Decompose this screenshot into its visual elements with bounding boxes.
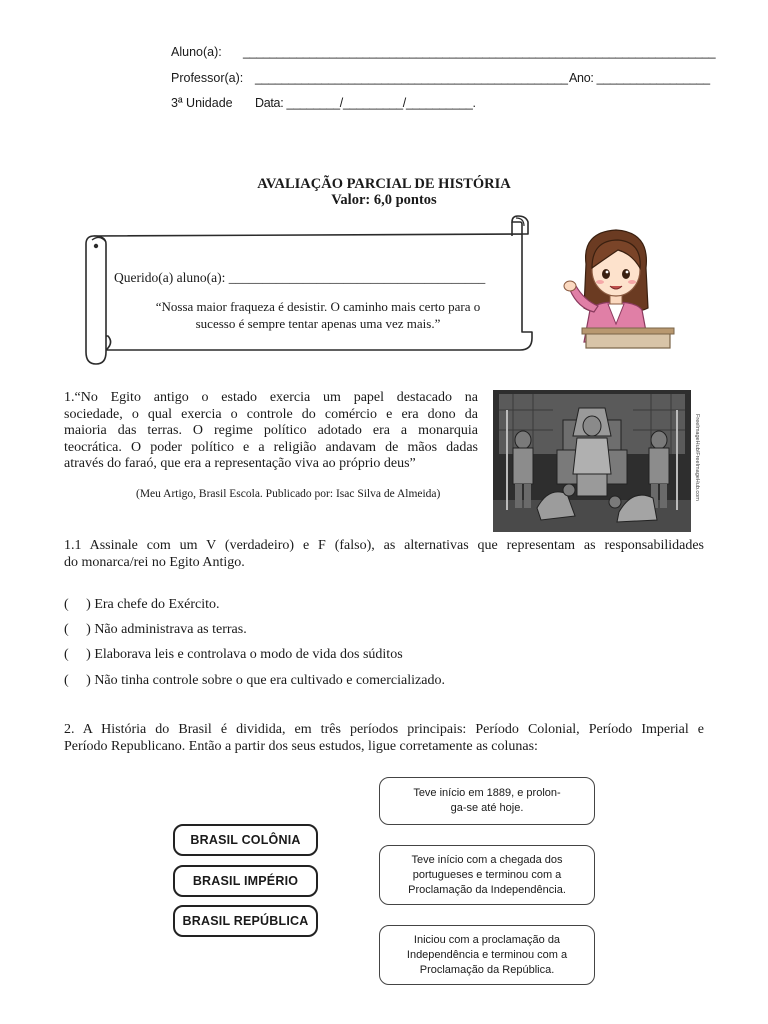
option-2[interactable]: ( ) Não administrava as terras. [64,622,247,637]
question-1-line: sociedade, o qual exercia o controle do comércio e era dono da [64,406,478,422]
description-box-1[interactable] [379,777,595,825]
description-line: portugueses e terminou com a [412,868,562,881]
unidade-label: 3ª Unidade [171,96,233,110]
question-1-line: maioria das terras. O regime político adotado era a monarquia [64,423,478,438]
question-1-source: (Meu Artigo, Brasil Escola. Publicado por: Isac Silva de Almeida) [136,488,441,500]
ano-field[interactable]: Ano: _________________ [569,71,710,85]
question-1-text [64,390,478,473]
period-republica[interactable]: BRASIL REPÚBLICA [173,905,318,937]
description-line: Proclamação da Independência. [408,883,566,896]
scroll-banner [80,212,540,370]
description-box-2[interactable] [379,845,595,905]
scroll-greeting: Querido(a) aluno(a): ______________________________________ [114,270,486,285]
scroll-quote-line-1: “Nossa maior fraqueza é desistir. O caminho mais certo para o [155,299,481,314]
aluno-line[interactable]: _______________________________________________________________________ [243,45,716,59]
egypt-pharaoh-image [493,390,700,532]
question-1-line: teocrática. O poder político e a religião andavam de mãos dadas [64,439,478,455]
image-watermark: FreeImageHub/FreeImageHub.com [694,414,700,501]
scroll-quote-line-2: sucesso é sempre tentar apenas uma vez mais.” [195,316,441,331]
period-colonia[interactable]: BRASIL COLÔNIA [173,824,318,856]
question-2-text [64,722,704,755]
professor-line[interactable]: _______________________________________________ [255,71,568,85]
description-line: Teve início com a chegada dos [411,853,563,866]
question-2-line: Período Republicano. Então a partir dos seus estudos, ligue corretamente as colunas: [64,738,538,754]
data-field[interactable]: Data: ________/_________/__________. [255,96,476,110]
question-1-1-text [64,538,704,571]
description-box-3[interactable] [379,925,595,985]
description-line: ga-se até hoje. [450,802,524,814]
option-4[interactable]: ( ) Não tinha controle sobre o que era cultivado e comercializado. [64,673,445,688]
option-1[interactable]: ( ) Era chefe do Exército. [64,597,220,612]
exam-value: Valor: 6,0 pontos [331,192,437,208]
description-line: Independência e terminou com a [406,948,568,961]
question-1-line: 1.“No Egito antigo o estado exercia um papel destacado na [64,390,478,405]
exam-title: AVALIAÇÃO PARCIAL DE HISTÓRIA [257,176,511,192]
question-1-1-line: do monarca/rei no Egito Antigo. [64,554,245,570]
description-line: Teve início em 1889, e prolon- [413,787,561,799]
question-1-line: através do faraó, que era a representação viva ao próprio deus” [64,456,416,471]
question-2-line: 2. A História do Brasil é dividida, em três períodos principais: Período Colonial, Período Imperial e [64,722,704,737]
aluno-label: Aluno(a): [171,45,222,59]
description-line: Iniciou com a proclamação da [413,933,561,946]
question-1-1-line: 1.1 Assinale com um V (verdadeiro) e F (falso), as alternativas que representam as responsabilidades [64,538,704,553]
period-imperio[interactable]: BRASIL IMPÉRIO [173,865,318,897]
teacher-illustration [556,224,674,352]
option-3[interactable]: ( ) Elaborava leis e controlava o modo de vida dos súditos [64,647,403,662]
professor-label: Professor(a): [171,71,244,85]
description-line: Proclamação da República. [419,963,555,976]
